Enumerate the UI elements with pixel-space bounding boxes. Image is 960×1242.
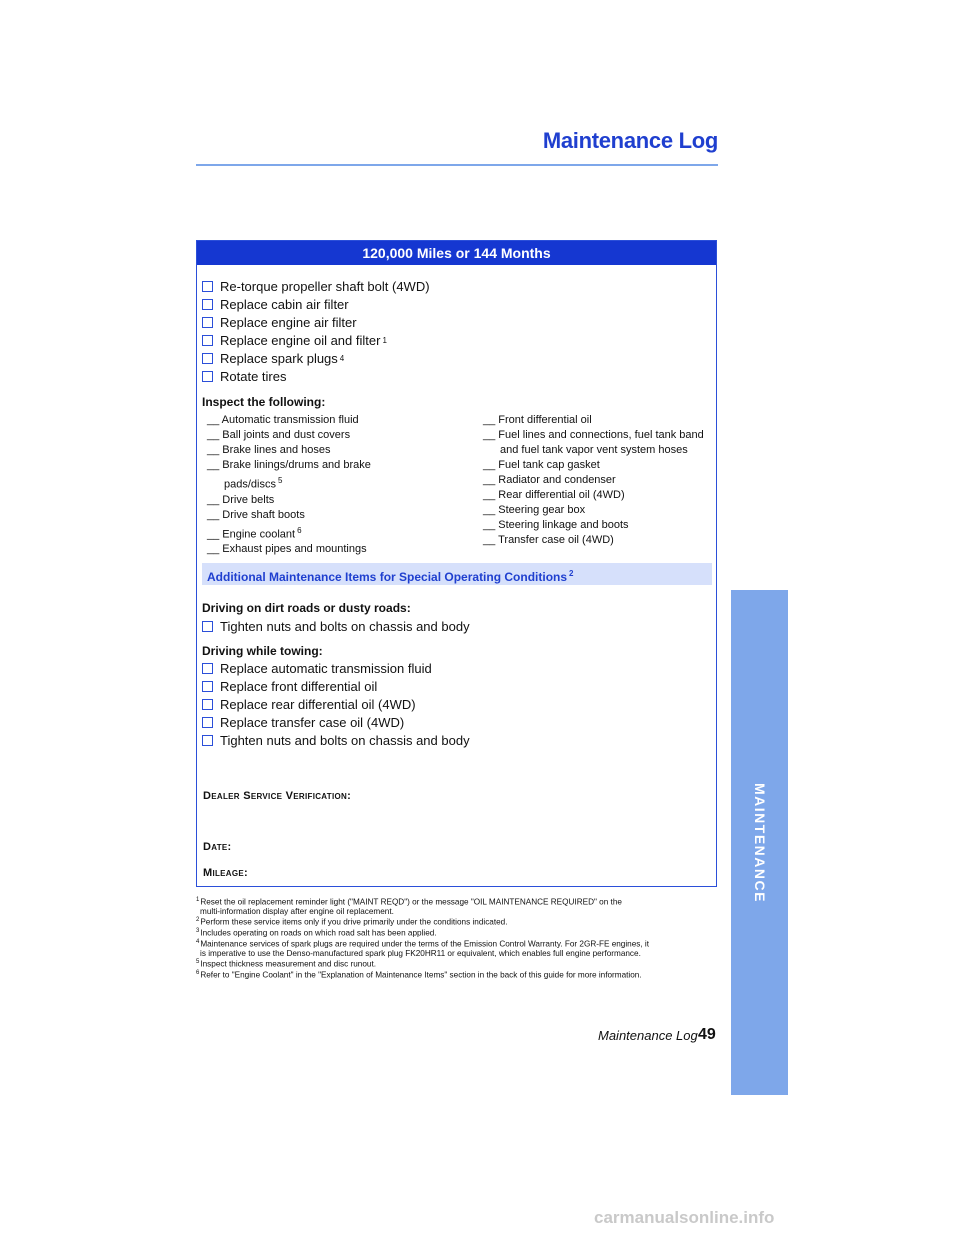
footnote-text: Inspect thickness measurement and disc runout. xyxy=(200,959,377,969)
footnote-number: 5 xyxy=(196,959,200,966)
maintenance-box xyxy=(196,240,717,887)
checklist-item-text: Replace cabin air filter xyxy=(220,297,349,312)
inspect-item xyxy=(207,428,371,443)
checklist-item-text: Replace automatic transmission fluid xyxy=(220,661,432,676)
inspect-item-text: __ Ball joints and dust covers xyxy=(207,429,351,441)
footnote-text: Reset the oil replacement reminder light ("MAINT REQD") or the message "OIL MAINTENANCE REQUIRED" on the xyxy=(200,897,622,907)
title-rule xyxy=(196,164,718,166)
checklist-item xyxy=(202,678,377,695)
inspect-item xyxy=(207,523,371,543)
checklist-item xyxy=(202,696,416,713)
checkbox-icon[interactable] xyxy=(202,621,213,632)
checklist-item-text: Tighten nuts and bolts on chassis and body xyxy=(220,619,470,634)
footer-section-label: Maintenance Log xyxy=(598,1028,698,1043)
checklist-item xyxy=(202,314,357,331)
inspect-item-text: __ Steering linkage and boots xyxy=(483,519,629,531)
checklist-item-text: Replace engine air filter xyxy=(220,315,357,330)
footnote-ref: 4 xyxy=(339,354,345,363)
footnote-number: 6 xyxy=(196,970,200,977)
inspect-item-text: __ Radiator and condenser xyxy=(483,474,616,486)
footnote-text: multi-information display after engine oil replacement. xyxy=(200,906,394,916)
inspect-item xyxy=(483,488,704,503)
checklist-item-text: Tighten nuts and bolts on chassis and body xyxy=(220,733,470,748)
inspect-item xyxy=(483,533,704,548)
inspect-item-text: __ Engine coolant xyxy=(207,528,296,541)
checklist-item xyxy=(202,296,349,313)
inspect-list-right xyxy=(483,413,704,548)
date-label: Date: xyxy=(203,841,232,853)
footnote-line xyxy=(196,927,718,938)
inspect-item xyxy=(483,473,704,488)
checklist-item xyxy=(202,278,430,295)
dirt-roads-heading: Driving on dirt roads or dusty roads: xyxy=(202,601,411,615)
inspect-item-text: __ Fuel tank cap gasket xyxy=(483,459,600,471)
checkbox-icon[interactable] xyxy=(202,335,213,346)
inspect-item xyxy=(483,413,704,428)
inspect-item-text: __ Brake lines and hoses xyxy=(207,444,331,456)
inspect-item xyxy=(207,458,371,473)
checkbox-icon[interactable] xyxy=(202,735,213,746)
inspect-item xyxy=(483,503,704,518)
inspect-item-text: __ Brake linings/drums and brake xyxy=(207,459,371,471)
footnote-number: 4 xyxy=(196,939,200,946)
inspect-heading: Inspect the following: xyxy=(202,395,326,409)
checklist-item-text: Replace transfer case oil (4WD) xyxy=(220,715,405,730)
checklist-item-text: Replace front differential oil xyxy=(220,679,378,694)
checkbox-icon[interactable] xyxy=(202,317,213,328)
footnote-number: 2 xyxy=(196,917,200,924)
checklist-item xyxy=(202,714,404,731)
footnote-line xyxy=(196,958,718,969)
dealer-verification-label: Dealer Service Verification: xyxy=(203,790,352,802)
checkbox-icon[interactable] xyxy=(202,663,213,674)
checkbox-icon[interactable] xyxy=(202,699,213,710)
footnote-line xyxy=(196,896,718,907)
checklist-item-text: Replace spark plugs xyxy=(220,351,338,366)
mileage-label: Mileage: xyxy=(203,867,249,879)
section-tab-label: MAINTENANCE xyxy=(751,782,768,903)
checkbox-icon[interactable] xyxy=(202,281,213,292)
section-tab-label-wrap xyxy=(731,590,788,1095)
footnote-text: Includes operating on roads on which road salt has been applied. xyxy=(200,928,437,938)
checkbox-icon[interactable] xyxy=(202,371,213,382)
checkbox-icon[interactable] xyxy=(202,717,213,728)
towing-heading: Driving while towing: xyxy=(202,644,323,658)
inspect-list-left xyxy=(207,413,371,557)
footnote-line xyxy=(196,916,718,927)
inspect-item-text: __ Front differential oil xyxy=(483,414,592,426)
inspect-item-text: __ Fuel lines and connections, fuel tank band xyxy=(483,429,704,441)
checklist-item-text: Replace engine oil and filter xyxy=(220,333,381,348)
checklist-item-text: Rotate tires xyxy=(220,369,287,384)
checklist-item-text: Re-torque propeller shaft bolt (4WD) xyxy=(220,279,430,294)
inspect-item-text: __ Transfer case oil (4WD) xyxy=(483,534,614,546)
checkbox-icon[interactable] xyxy=(202,353,213,364)
footnote-ref: 5 xyxy=(277,476,283,485)
checkbox-icon[interactable] xyxy=(202,299,213,310)
inspect-item-text: __ Steering gear box xyxy=(483,504,586,516)
inspect-item-text: __ Exhaust pipes and mountings xyxy=(207,543,367,556)
inspect-item xyxy=(207,493,371,508)
inspect-item xyxy=(207,413,371,428)
footnote-number: 1 xyxy=(196,897,200,903)
inspect-item xyxy=(483,518,704,533)
footnote-line xyxy=(196,907,718,916)
inspect-item-text: __ Automatic transmission fluid xyxy=(207,414,359,426)
special-conditions-heading-text: Additional Maintenance Items for Special Operating Conditions xyxy=(207,570,568,584)
inspect-item xyxy=(207,473,371,493)
footnote-text: Refer to "Engine Coolant" in the "Explanation of Maintenance Items" section in the back of this guide for more information. xyxy=(200,970,642,980)
checklist-item-text: Replace rear differential oil (4WD) xyxy=(220,697,416,712)
checklist-item xyxy=(202,332,387,349)
special-conditions-heading xyxy=(202,563,712,585)
inspect-item xyxy=(483,458,704,473)
checklist-item xyxy=(202,732,470,749)
inspect-item xyxy=(483,443,704,458)
page-number: 49 xyxy=(698,1026,716,1043)
inspect-item-text: pads/discs xyxy=(224,478,276,491)
footnote-line xyxy=(196,969,718,980)
checklist-item xyxy=(202,368,286,385)
footnote-line xyxy=(196,938,718,949)
inspect-item-text: __ Drive belts xyxy=(207,493,275,506)
inspect-item xyxy=(207,508,371,523)
inspect-item-text: __ Drive shaft boots xyxy=(207,508,305,521)
inspect-item xyxy=(483,428,704,443)
footnote-text: Perform these service items only if you drive primarily under the conditions indicated. xyxy=(200,917,508,927)
footnote-text: is imperative to use the Denso-manufactured spark plug FK20HR11 or equivalent, which enables full engine performance. xyxy=(200,948,641,958)
footnote-number: 3 xyxy=(196,928,200,935)
checkbox-icon[interactable] xyxy=(202,681,213,692)
inspect-item xyxy=(207,443,371,458)
page-title: Maintenance Log xyxy=(542,128,718,153)
interval-header: 120,000 Miles or 144 Months xyxy=(197,241,716,265)
watermark: carmanualsonline.info xyxy=(594,1208,775,1227)
checklist-item xyxy=(202,618,470,635)
inspect-item-text: __ Rear differential oil (4WD) xyxy=(483,489,625,501)
footnotes xyxy=(196,896,718,980)
footnote-ref: 1 xyxy=(382,336,387,345)
footnote-ref: 2 xyxy=(569,569,574,578)
inspect-item xyxy=(207,542,371,557)
footnote-ref: 6 xyxy=(297,525,302,535)
inspect-item-text: and fuel tank vapor vent system hoses xyxy=(500,444,688,456)
footnote-line xyxy=(196,949,718,958)
footnote-text: Maintenance services of spark plugs are required under the terms of the Emission Control Warranty. For 2GR-FE engines, it xyxy=(200,939,650,949)
checklist-item xyxy=(202,350,344,367)
checklist-item xyxy=(202,660,432,677)
